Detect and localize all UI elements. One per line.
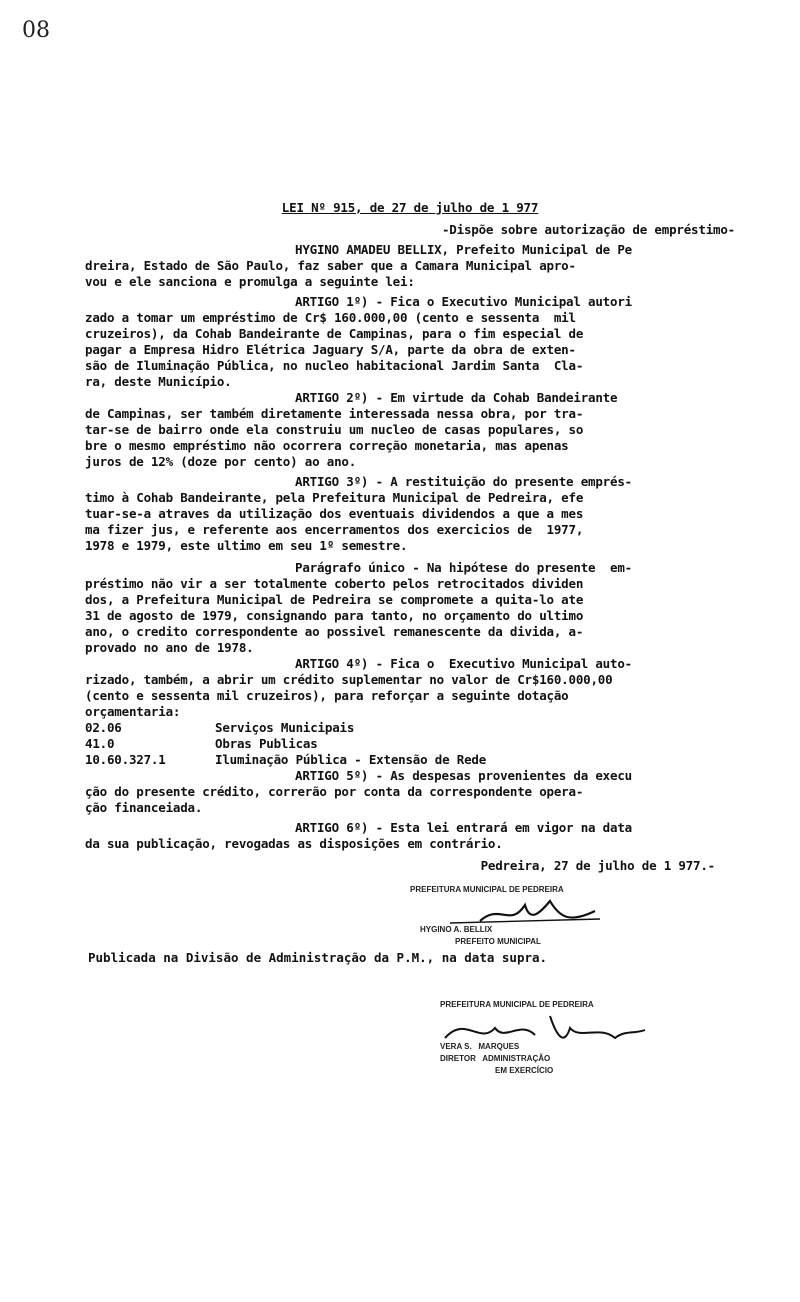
law-summary: -Dispõe sobre autorização de empréstimo- [441,222,735,237]
article-line: 31 de agosto de 1979, consignando para tanto, no orçamento do ultimo [85,608,584,623]
article-line: ARTIGO 3º) - A restituição do presente emprés- [295,474,632,489]
article-line: ARTIGO 6º) - Esta lei entrará em vigor na data [295,820,632,835]
article-line: da sua publicação, revogadas as disposições em contrário. [85,836,503,851]
budget-row [85,736,735,752]
article-line: são de Iluminação Pública, no nucleo habitacional Jardim Santa Cla- [85,358,584,373]
article-line: zado a tomar um empréstimo de Cr$ 160.000,00 (cento e sessenta mil [85,310,576,325]
article-line: ARTIGO 2º) - Em virtude da Cohab Bandeirante [295,390,618,405]
budget-code: 02.06 [85,720,122,735]
article-line: ra, deste Município. [85,374,232,389]
article-line: timo à Cohab Bandeirante, pela Prefeitura Municipal de Pedreira, efe [85,490,584,505]
budget-code: 41.0 [85,736,115,751]
article-line: tuar-se-a atraves da utilização dos eventuais dividendos a que a mes [85,506,584,521]
director-stamp-line: VERA S. MARQUES [440,1042,520,1051]
article-line: cruzeiros), da Cohab Bandeirante de Campinas, para o fim especial de [85,326,584,341]
law-document [85,200,735,874]
director-stamp-line: PREFEITURA MUNICIPAL DE PEDREIRA [440,1000,594,1009]
article-line: ção financeiada. [85,800,203,815]
article-line: dos, a Prefeitura Municipal de Pedreira se compromete a quita-lo ate [85,592,584,607]
preamble-line: dreira, Estado de São Paulo, faz saber que a Camara Municipal apro- [85,258,576,273]
article-5 [85,768,735,816]
mayor-stamp-line: HYGINO A. BELLIX [420,925,493,934]
budget-row [85,752,735,768]
date-place: Pedreira, 27 de julho de 1 977.- [480,858,715,873]
director-stamp-line: EM EXERCÍCIO [495,1066,554,1075]
article-line: ção do presente crédito, correrão por conta da correspondente opera- [85,784,584,799]
budget-description: Iluminação Pública - Extensão de Rede [215,752,487,767]
article-line: ano, o credito correspondente ao possivel remanescente da divida, a- [85,624,584,639]
preamble [85,242,735,290]
budget-description: Obras Publicas [215,736,318,751]
preamble-line: vou e ele sanciona e promulga a seguinte lei: [85,274,415,289]
article-line: juros de 12% (doze por cento) ao ano. [85,454,357,469]
article-line: ma fizer jus, e referente aos encerramentos dos exercicios de 1977, [85,522,584,537]
article-line: bre o mesmo empréstimo não ocorrera correção monetaria, mas apenas [85,438,569,453]
article-line: 1978 e 1979, este ultimo em seu 1º semestre. [85,538,408,553]
article-line: ARTIGO 1º) - Fica o Executivo Municipal autori [295,294,632,309]
article-6 [85,820,735,852]
publication-note: Publicada na Divisão de Administração da P.M., na data supra. [88,950,548,965]
article-line: Parágrafo único - Na hipótese do presente em- [295,560,632,575]
paragrafo-unico [85,560,735,656]
article-line: ARTIGO 4º) - Fica o Executivo Municipal auto- [295,656,632,671]
article-line: rizado, também, a abrir um crédito suplementar no valor de Cr$160.000,00 [85,672,613,687]
article-4 [85,656,735,720]
budget-code: 10.60.327.1 [85,752,166,767]
mayor-stamp-line: PREFEITURA MUNICIPAL DE PEDREIRA [410,885,564,894]
budget-allocation [85,720,735,768]
director-signature-block [440,1000,660,1080]
article-line: de Campinas, ser também diretamente interessada nessa obra, por tra- [85,406,584,421]
article-line: pagar a Empresa Hidro Elétrica Jaguary S/A, parte da obra de exten- [85,342,576,357]
preamble-line: HYGINO AMADEU BELLIX, Prefeito Municipal de Pe [295,242,632,257]
article-3 [85,474,735,554]
article-line: (cento e sessenta mil cruzeiros), para reforçar a seguinte dotação [85,688,569,703]
article-line: préstimo não vir a ser totalmente coberto pelos retrocitados dividen [85,576,584,591]
article-line: orçamentaria: [85,704,181,719]
mayor-signature-block [410,885,610,955]
director-stamp-line: DIRETOR ADMINISTRAÇÃO [440,1054,551,1063]
article-1 [85,294,735,390]
mayor-stamp-line: PREFEITO MUNICIPAL [455,937,541,946]
budget-description: Serviços Municipais [215,720,355,735]
article-line: tar-se de bairro onde ela construiu um nucleo de casas populares, so [85,422,584,437]
law-title: LEI Nº 915, de 27 de julho de 1 977 [281,200,539,215]
article-line: provado no ano de 1978. [85,640,254,655]
article-line: ARTIGO 5º) - As despesas provenientes da execu [295,768,632,783]
page-number: 08 [22,18,50,43]
budget-row [85,720,735,736]
article-2 [85,390,735,470]
